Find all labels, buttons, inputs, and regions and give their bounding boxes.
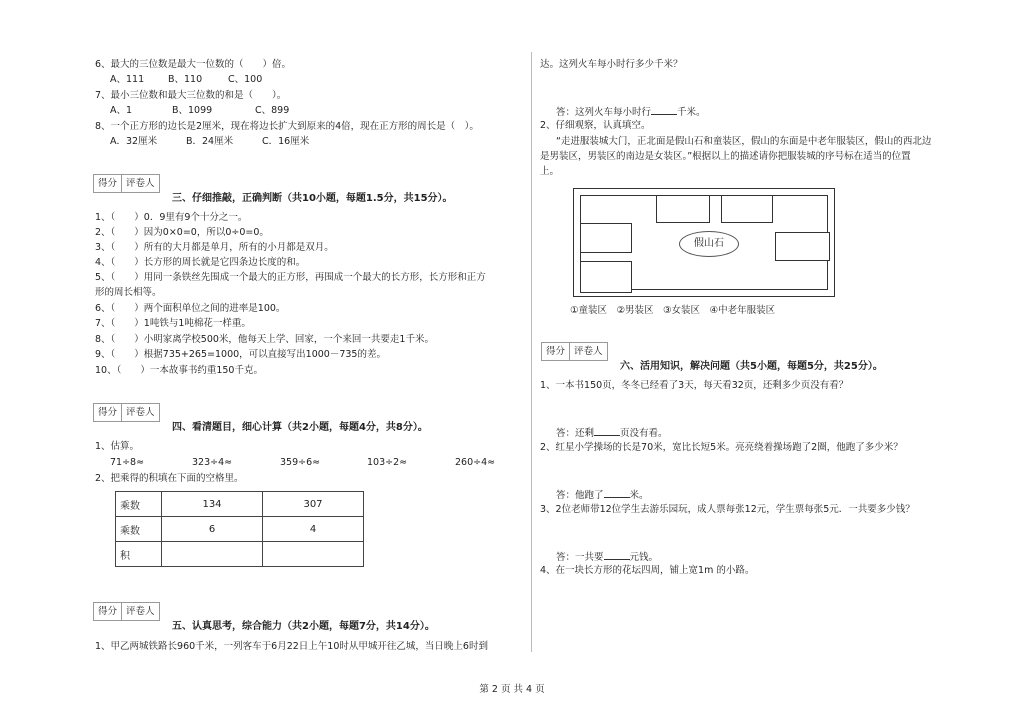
judge-item: 10、（ ）一本故事书约重150千克。 [95,365,263,376]
table-cell: 4 [263,517,364,542]
grader-label: 评卷人 [126,606,155,617]
mc-option: B．24厘米 [186,136,234,147]
estimate-item: 71÷8≈ [110,457,145,468]
mc-option: C、899 [255,105,290,116]
answer-blank[interactable] [604,549,630,560]
judge-item: 4、（ ）长方形的周长就是它四条边长度的和。 [95,257,306,268]
mc-question-6: 6、最大的三位数是最大一位数的（ ）倍。 [95,59,292,70]
answer-blank[interactable] [594,425,620,436]
problem-continuation: 达。这列火车每小时行多少千米？ [540,59,683,70]
column-divider [531,52,532,652]
answer-line [556,425,668,440]
score-label: 得分 [542,343,570,360]
mc-option: A、111 [110,74,145,85]
mall-inner-border [580,195,828,290]
table-cell: 乘数 [116,517,162,542]
answer-line [556,549,658,564]
answer-prefix: 答：这列火车每小时行 [556,107,652,118]
grader-label: 评卷人 [574,346,603,357]
score-label: 得分 [94,603,122,620]
judge-item: 1、（ ）0．9里有9个十分之一。 [95,212,248,223]
observe-text: 是男装区，男装区的南边是女装区。”根据以上的描述请你把服装城的序号标在适当的位置 [540,151,911,162]
observe-text: 上。 [540,166,560,177]
problem-question: 2、红星小学操场的长是70米，宽比长短5米。亮亮绕着操场跑了2圈，他跑了多少米？ [540,442,903,453]
answer-prefix: 答：他跑了 [556,490,604,501]
table-cell: 积 [116,542,162,567]
answer-line [556,487,649,502]
map-zone-box[interactable] [656,195,710,223]
map-legend: ①童装区 ②男装区 ③女装区 ④中老年服装区 [570,305,776,316]
problem-question: 1、甲乙两城铁路长960千米，一列客车于6月22日上午10时从甲城开往乙城，当日晚上6时到 [95,641,488,652]
section-5-title: 五、认真思考，综合能力（共2小题，每题7分，共14分）。 [172,621,435,632]
table-cell: 307 [263,492,364,517]
product-question: 2、把乘得的积填在下面的空格里。 [95,473,244,484]
estimate-item: 323÷4≈ [192,457,233,468]
judge-item: 7、（ ）1吨铁与1吨棉花一样重。 [95,318,251,329]
mc-question-7: 7、最小三位数和最大三位数的和是（ ）。 [95,90,287,101]
map-zone-box[interactable] [580,223,632,253]
table-cell: 乘数 [116,492,162,517]
mc-question-8: 8、一个正方形的边长是2厘米，现在将边长扩大到原来的4倍，现在正方形的周长是（ ）。 [95,121,479,132]
problem-question: 3、2位老师带12位学生去游乐园玩，成人票每张12元，学生票每张5元．一共要多少钱？ [540,504,915,515]
score-box [93,174,160,193]
mc-option: C．16厘米 [262,136,310,147]
score-box [541,342,608,361]
judge-item: 6、（ ）两个面积单位之间的进率是100。 [95,303,286,314]
table-cell: 6 [162,517,263,542]
score-label: 得分 [94,404,122,421]
estimate-item: 359÷6≈ [280,457,321,468]
section-6-title: 六、活用知识，解决问题（共5小题，每题5分，共25分）。 [620,361,883,372]
answer-line [556,104,706,119]
product-table [115,491,364,567]
mc-option: C、100 [228,74,263,85]
mc-option: B、110 [168,74,203,85]
answer-suffix: 米。 [629,490,649,501]
grader-label: 评卷人 [126,407,155,418]
mc-option: B、1099 [172,105,213,116]
answer-suffix: 页没有看。 [620,428,668,439]
answer-blank[interactable] [604,487,630,498]
table-cell: 134 [162,492,263,517]
answer-prefix: 答：还剩 [556,428,595,439]
judge-item: 2、（ ）因为0×0=0，所以0÷0=0。 [95,227,269,238]
mall-map [573,188,835,297]
judge-item-cont: 形的周长相等。 [95,287,162,298]
judge-item: 5、（ ）用同一条铁丝先围成一个最大的正方形，再围成一个最大的长方形，长方形和正方 [95,272,486,283]
score-label: 得分 [94,175,122,192]
answer-cell[interactable] [263,542,364,567]
mc-option: A．32厘米 [110,136,158,147]
answer-blank[interactable] [651,104,677,115]
grader-label: 评卷人 [126,178,155,189]
observe-question: 2、仔细观察，认真填空。 [540,120,651,131]
estimate-item: 260÷4≈ [455,457,496,468]
rockery: 假山石 [679,231,739,257]
problem-question: 4、在一块长方形的花坛四周，铺上宽1m 的小路。 [540,565,755,576]
answer-cell[interactable] [162,542,263,567]
answer-suffix: 元钱。 [629,552,659,563]
estimate-question: 1、估算。 [95,441,140,452]
answer-suffix: 千米。 [677,107,706,118]
score-box [93,602,160,621]
observe-text: “走进服装城大门，正北面是假山石和童装区，假山的东面是中老年服装区，假山的西北边 [556,136,932,147]
page-footer: 第 2 页 共 4 页 [479,684,545,695]
judge-item: 9、（ ）根据735+265=1000，可以直接写出1000－735的差。 [95,349,386,360]
problem-question: 1、一本书150页，冬冬已经看了3天，每天看32页，还剩多少页没有看？ [540,380,849,391]
judge-item: 3、（ ）所有的大月都是单月，所有的小月都是双月。 [95,242,334,253]
estimate-item: 103÷2≈ [367,457,408,468]
map-zone-box[interactable] [580,261,632,293]
map-zone-box[interactable] [775,232,830,261]
score-box [93,403,160,422]
mc-option: A、1 [110,105,133,116]
section-4-title: 四、看清题目，细心计算（共2小题，每题4分，共8分）。 [172,422,428,433]
judge-item: 8、（ ）小明家离学校500米，他每天上学、回家，一个来回一共要走1千米。 [95,334,434,345]
answer-prefix: 答：一共要 [556,552,604,563]
section-3-title: 三、仔细推敲，正确判断（共10小题，每题1.5分，共15分）。 [172,193,453,204]
map-zone-box[interactable] [721,195,773,223]
